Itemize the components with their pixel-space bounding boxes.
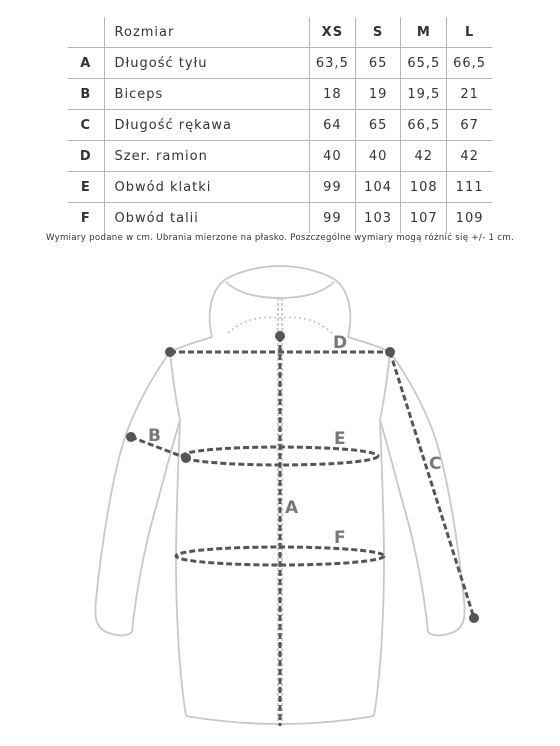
header-label: Rozmiar [104, 17, 309, 48]
table-header-row [68, 17, 492, 48]
row-value: 42 [401, 141, 447, 172]
row-value: 65 [355, 48, 401, 79]
row-code: D [68, 141, 104, 172]
row-label: Szer. ramion [104, 141, 309, 172]
header-size-l: L [447, 17, 492, 48]
dot-d-left [165, 347, 175, 357]
row-label: Długość tyłu [104, 48, 309, 79]
dot-b-outer [126, 432, 136, 442]
row-value: 65,5 [401, 48, 447, 79]
dot-a-top [275, 331, 285, 341]
letter-f: F [334, 528, 346, 548]
row-value: 40 [355, 141, 401, 172]
header-code-cell [68, 17, 104, 48]
header-size-s: S [355, 17, 401, 48]
row-value: 109 [447, 203, 492, 234]
row-value: 99 [309, 172, 355, 203]
row-value: 67 [447, 110, 492, 141]
table-row [68, 172, 492, 203]
header-size-xs: XS [309, 17, 355, 48]
measure-line-c [390, 352, 474, 618]
size-table [68, 17, 492, 233]
measurement-note: Wymiary podane w cm. Ubrania mierzone na płasko. Poszczególne wymiary mogą różnić się +/- 1 cm. [45, 233, 515, 243]
table-row [68, 141, 492, 172]
row-value: 108 [401, 172, 447, 203]
row-value: 18 [309, 79, 355, 110]
measurement-lines [131, 336, 474, 726]
dot-c-end [469, 613, 479, 623]
row-label: Biceps [104, 79, 309, 110]
letter-c: C [429, 454, 442, 474]
row-value: 99 [309, 203, 355, 234]
row-value: 21 [447, 79, 492, 110]
row-value: 104 [355, 172, 401, 203]
letter-a: A [285, 498, 299, 518]
dot-b-inner [181, 453, 191, 463]
row-label: Długość rękawa [104, 110, 309, 141]
table-row [68, 79, 492, 110]
row-value: 66,5 [447, 48, 492, 79]
row-value: 19,5 [401, 79, 447, 110]
row-value: 65 [355, 110, 401, 141]
table-row [68, 203, 492, 234]
row-value: 63,5 [309, 48, 355, 79]
table-row [68, 110, 492, 141]
letter-b: B [148, 426, 161, 446]
row-value: 64 [309, 110, 355, 141]
row-value: 66,5 [401, 110, 447, 141]
row-code: F [80, 210, 91, 226]
row-code: E [68, 172, 104, 203]
row-code: A [68, 48, 104, 79]
measurement-dots [126, 331, 479, 623]
row-code: B [68, 79, 104, 110]
row-value: 40 [309, 141, 355, 172]
row-value: 19 [355, 79, 401, 110]
dot-d-right [385, 347, 395, 357]
jacket-diagram [0, 255, 560, 746]
letter-d: D [333, 333, 348, 353]
row-value: 103 [355, 203, 401, 234]
row-code: C [68, 110, 104, 141]
letter-e: E [334, 429, 346, 449]
row-value: 107 [401, 203, 447, 234]
row-label: Obwód klatki [104, 172, 309, 203]
table-row [68, 48, 492, 79]
row-value: 42 [447, 141, 492, 172]
row-label: Obwód talii [104, 203, 309, 234]
row-value: 111 [447, 172, 492, 203]
header-size-m: M [401, 17, 447, 48]
